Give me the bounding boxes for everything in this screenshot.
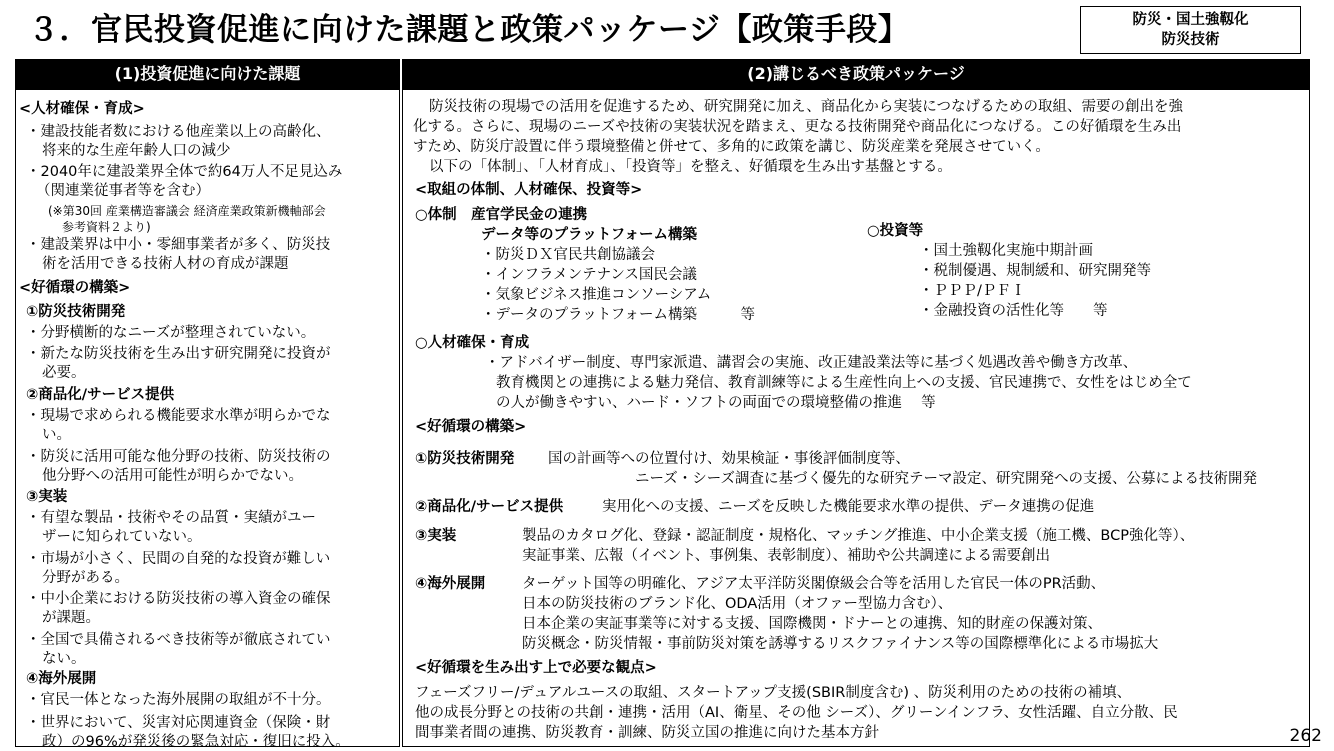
section-heading: <好循環の構築> bbox=[415, 419, 527, 435]
policy-line: 日本の防災技術のブランド化、ODA活用（オファー型協力含む）、 bbox=[522, 596, 953, 612]
subsection-heading: ①防災技術開発 bbox=[26, 304, 126, 320]
page-number: 262 bbox=[1289, 726, 1322, 746]
issue-line: ・官民一体となった海外展開の取組が不十分。 bbox=[26, 692, 331, 708]
issue-line: 必要。 bbox=[42, 365, 86, 381]
issue-line: ・有望な製品・技術やその品質・実績がユー bbox=[26, 510, 316, 526]
subsection-heading: ③実装 bbox=[415, 528, 457, 544]
issue-line: ・2040年に建設業界全体で約64万人不足見込み bbox=[26, 164, 343, 180]
section-heading: <取組の体制、人材確保、投資等> bbox=[415, 182, 643, 198]
policy-line: ・ＰＰＰ/ＰＦＩ bbox=[919, 283, 1026, 299]
issues-header: (1)投資促進に向けた課題 bbox=[16, 60, 399, 90]
perspective-line: 間事業者間の連携、防災教育・訓練、防災立国の推進に向けた基本方針 bbox=[415, 725, 879, 741]
section-heading: <好循環を生み出す上で必要な観点> bbox=[415, 660, 657, 676]
subsection-heading: ④海外展開 bbox=[26, 671, 97, 687]
issue-line: ・建設業界は中小・零細事業者が多く、防災技 bbox=[26, 237, 331, 253]
issue-line: （関連業従事者等を含む） bbox=[36, 183, 210, 199]
subsection-heading: ②商品化/サービス提供 bbox=[415, 499, 564, 515]
category-tag bbox=[1080, 6, 1301, 54]
issue-line: 分野がある。 bbox=[42, 570, 129, 586]
issue-line: ・市場が小さく、民間の自発的な投資が難しい bbox=[26, 551, 331, 567]
issue-line: ・防災に活用可能な他分野の技術、防災技術の bbox=[26, 449, 331, 465]
section-heading: <好循環の構築> bbox=[19, 280, 131, 296]
section-heading: <人材確保・育成> bbox=[19, 101, 145, 117]
policy-line: ・金融投資の活性化等 等 bbox=[919, 303, 1108, 319]
subsection-heading: ②商品化/サービス提供 bbox=[26, 387, 175, 403]
issue-note: 参考資料２より) bbox=[62, 220, 151, 234]
policy-line: ・国土強靱化実施中期計画 bbox=[919, 243, 1093, 259]
issue-line: ・建設技能者数における他産業以上の高齢化、 bbox=[26, 124, 331, 140]
tag-line-2: 防災技術 bbox=[1161, 32, 1220, 48]
issue-line: ザーに知られていない。 bbox=[42, 529, 202, 545]
perspective-line: フェーズフリー/デュアルユースの取組、スタートアップ支援(SBIR制度含む) 、防災利用のための技術の補填、 bbox=[415, 685, 1132, 701]
issue-note: (※第30回 産業構造審議会 経済産業政策新機軸部会 bbox=[48, 204, 326, 218]
policy-line: 日本企業の実証事業等に対する支援、国際機関・ドナーとの連携、知的財産の保護対策、 bbox=[522, 616, 1102, 632]
issue-line: ・全国で具備されるべき技術等が徹底されてい bbox=[26, 632, 331, 648]
issue-line: ない。 bbox=[42, 651, 86, 667]
page-title: ３．官民投資促進に向けた課題と政策パッケージ【政策手段】 bbox=[28, 12, 910, 48]
issue-line: ・新たな防災技術を生み出す研究開発に投資が bbox=[26, 346, 331, 362]
policy-line: ・税制優遇、規制緩和、研究開発等 bbox=[919, 263, 1151, 279]
policy-line: ・防災ＤＸ官民共創協議会 bbox=[481, 247, 655, 263]
issue-line: ・分野横断的なニーズが整理されていない。 bbox=[26, 325, 316, 341]
subsection-heading: ○人材確保・育成 bbox=[415, 335, 530, 351]
policy-line: 製品のカタログ化、登録・認証制度・規格化、マッチング推進、中小企業支援（施工機、BCP強化等）、 bbox=[522, 528, 1195, 544]
issue-line: ・世界において、災害対応関連資金（保険・財 bbox=[26, 715, 331, 731]
subsection-heading: ○投資等 bbox=[867, 223, 924, 239]
policy-line: の人が働きやすい、ハード・ソフトの両面での環境整備の推進 等 bbox=[496, 395, 936, 411]
policy-line: 防災概念・防災情報・事前防災対策を誘導するリスクファイナンス等の国際標準化による市場拡大 bbox=[522, 636, 1159, 652]
policy-line: ・アドバイザー制度、専門家派遣、講習会の実施、改正建設業法等に基づく処遇改善や働き方改革、 bbox=[485, 355, 1138, 371]
issue-line: ・中小企業における防災技術の導入資金の確保 bbox=[26, 591, 331, 607]
intro-line: すため、防災庁設置に伴う環境整備と併せて、多角的に政策を講じ、防災産業を発展させていく。 bbox=[413, 139, 1050, 155]
subsection-heading: ○体制 産官学民金の連携 bbox=[415, 207, 588, 223]
policy-panel bbox=[402, 59, 1310, 747]
issues-panel bbox=[15, 59, 400, 750]
policy-line: ・インフラメンテナンス国民会議 bbox=[481, 267, 697, 283]
issue-line: 政）の96%が発災後の緊急対応・復旧に投入。 bbox=[42, 734, 350, 750]
issue-line: 他分野への活用可能性が明らかでない。 bbox=[42, 468, 303, 484]
policy-line: ・データのプラットフォーム構築 等 bbox=[481, 307, 756, 323]
policy-line: 実用化への支援、ニーズを反映した機能要求水準の提供、データ連携の促進 bbox=[602, 499, 1095, 515]
policy-line: ターゲット国等の明確化、アジア太平洋防災閣僚級会合等を活用した官民一体のPR活動、 bbox=[522, 576, 1106, 592]
subsection-heading: ③実装 bbox=[26, 489, 68, 505]
intro-line: 防災技術の現場での活用を促進するため、研究開発に加え、商品化から実装につなげるための取組、需要の創出を強 bbox=[429, 99, 1183, 115]
issue-line: い。 bbox=[42, 427, 71, 443]
subsection-heading: ①防災技術開発 bbox=[415, 451, 515, 467]
subsection-heading: ④海外展開 bbox=[415, 576, 486, 592]
policy-header: (2)講じるべき政策パッケージ bbox=[403, 60, 1309, 90]
issue-line: ・現場で求められる機能要求水準が明らかでな bbox=[26, 408, 331, 424]
perspective-line: 他の成長分野との技術の共創・連携・活用（AI、衛星、その他 シーズ）、グリーンインフラ、女性活躍、自立分散、民 bbox=[415, 705, 1178, 721]
intro-line: 化する。さらに、現場のニーズや技術の実装状況を踏まえ、更なる技術開発や商品化につなげる。この好循環を生み出 bbox=[413, 119, 1182, 135]
issue-line: 将来的な生産年齢人口の減少 bbox=[42, 143, 231, 159]
policy-line: 教育機関との連携による魅力発信、教育訓練等による生産性向上への支援、官民連携で、女性をはじめ全て bbox=[496, 375, 1192, 391]
issue-line: が課題。 bbox=[42, 610, 100, 626]
intro-line: 以下の「体制」、「人材育成」、「投資等」を整え、好循環を生み出す基盤とする。 bbox=[429, 159, 952, 175]
policy-line: 実証事業、広報（イベント、事例集、表彰制度）、補助や公共調達による需要創出 bbox=[522, 548, 1050, 564]
issue-line: 術を活用できる技術人材の育成が課題 bbox=[42, 256, 289, 272]
policy-line: ニーズ・シーズ調査に基づく優先的な研究テーマ設定、研究開発への支援、公募による技術開発 bbox=[635, 471, 1258, 487]
policy-line: ・気象ビジネス推進コンソーシアム bbox=[481, 287, 712, 303]
policy-line: 国の計画等への位置付け、効果検証・事後評価制度等、 bbox=[548, 451, 910, 467]
tag-line-1: 防災・国土強靱化 bbox=[1132, 12, 1249, 28]
subsection-heading: データ等のプラットフォーム構築 bbox=[481, 227, 698, 243]
